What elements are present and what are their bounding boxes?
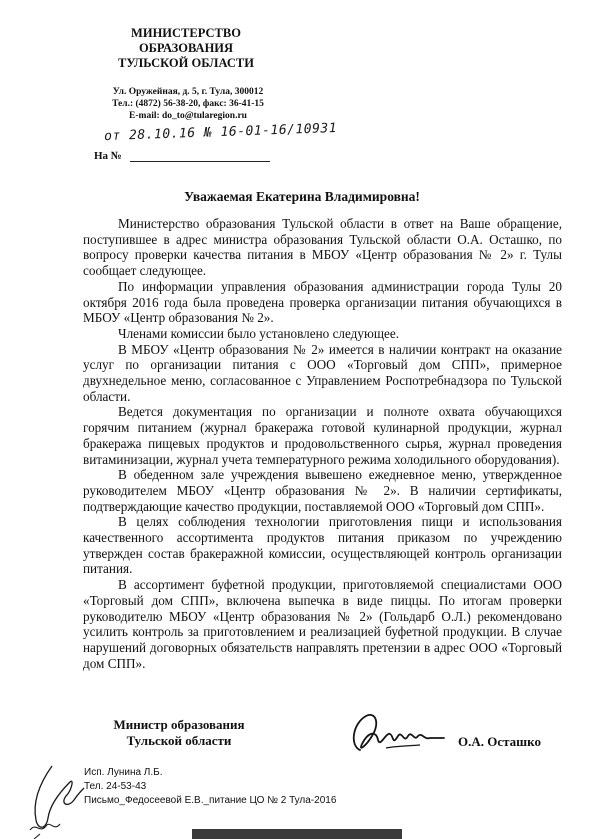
- phone: Тел.: (4872) 56-38-20, факс: 36-41-15: [112, 99, 264, 109]
- signatory-title-line: Тульской области: [126, 733, 232, 748]
- signatory-name: О.А. Осташко: [458, 734, 541, 749]
- file-name: Письмо_Федосеевой Е.В._питание ЦО № 2 Тула-2016: [84, 795, 337, 806]
- ministry-header: [106, 26, 266, 71]
- paragraph: Ведется документация по организации и полноте охвата обучающихся горячим питанием (журнал бракеража готовой кулинарной продукции, журнал бракеража пищевых продуктов и продовольственного сырья, журнал проведения витаминизации, журнал учета температурного режима холодильного оборудования).: [83, 404, 562, 467]
- handwritten-signature: [346, 706, 446, 762]
- ministry-line: МИНИСТЕРСТВО: [131, 26, 241, 40]
- reference-number-label: На №: [94, 150, 122, 162]
- approval-scribble: [22, 760, 92, 839]
- address: Ул. Оружейная, д. 5, г. Тула, 300012: [112, 87, 264, 97]
- signatory-title: [104, 717, 254, 749]
- handwritten-registration-number: от 28.10.16 № 16-01-16/10931: [103, 120, 338, 145]
- ministry-line: ОБРАЗОВАНИЯ: [138, 41, 234, 55]
- executor-name: Исп. Лунина Л.Б.: [84, 767, 163, 778]
- paragraph: В ассортимент буфетной продукции, приготовляемой специалистами ООО «Торговый дом СПП», включена выпечка в виде пиццы. По итогам проверки руководителю МБОУ «Центр образования № 2» (Гольдарб О.Л.) рекомендовано усилить контроль за приготовлением и реализацией буфетной продукции. В случае нарушений договорных обязательств направлять претензии в адрес ООО «Торговый дом СПП».: [83, 577, 562, 671]
- executor-info: [84, 766, 336, 808]
- scan-edge-bar: [192, 829, 402, 839]
- paragraph: В целях соблюдения технологии приготовления пищи и использования качественного ассортимента продуктов питания приказом по учреждению утвержден состав бракеражной комиссии, осуществляющей контроль организации питания.: [83, 514, 562, 577]
- paragraph: В МБОУ «Центр образования № 2» имеется в наличии контракт на оказание услуг по организации питания с ООО «Торговый дом СПП», примерное двухнедельное меню, согласованное с Управлением Роспотребнадзора по Тульской области.: [83, 341, 562, 404]
- paragraph: По информации управления образования администрации города Тулы 20 октября 2016 года была проведена проверка организации питания обучающихся в МБОУ «Центр образования № 2».: [83, 278, 562, 326]
- letter-body: [83, 216, 562, 671]
- executor-phone: Тел. 24-53-43: [84, 781, 147, 792]
- signatory-title-line: Министр образования: [113, 717, 245, 732]
- greeting: Уважаемая Екатерина Владимировна!: [184, 189, 420, 204]
- ministry-line: ТУЛЬСКОЙ ОБЛАСТИ: [118, 56, 254, 70]
- paragraph: В обеденном зале учреждения вывешено ежедневное меню, утвержденное руководителем МБОУ «Центр образования № 2». В наличии сертификаты, подтверждающие качество продукции, поставляемой ООО «Торговый дом СПП».: [83, 467, 562, 514]
- ministry-contacts: [98, 86, 278, 122]
- reference-number-line: [130, 161, 270, 162]
- email: E-mail: do_to@tularegion.ru: [129, 111, 247, 121]
- paragraph: Министерство образования Тульской области в ответ на Ваше обращение, поступившее в адрес министра образования Тульской области О.А. Осташко, по вопросу проверки качества питания в МБОУ «Центр образования № 2» г. Тулы сообщает следующее.: [83, 216, 562, 279]
- paragraph: Членами комиссии было установлено следующее.: [118, 325, 399, 341]
